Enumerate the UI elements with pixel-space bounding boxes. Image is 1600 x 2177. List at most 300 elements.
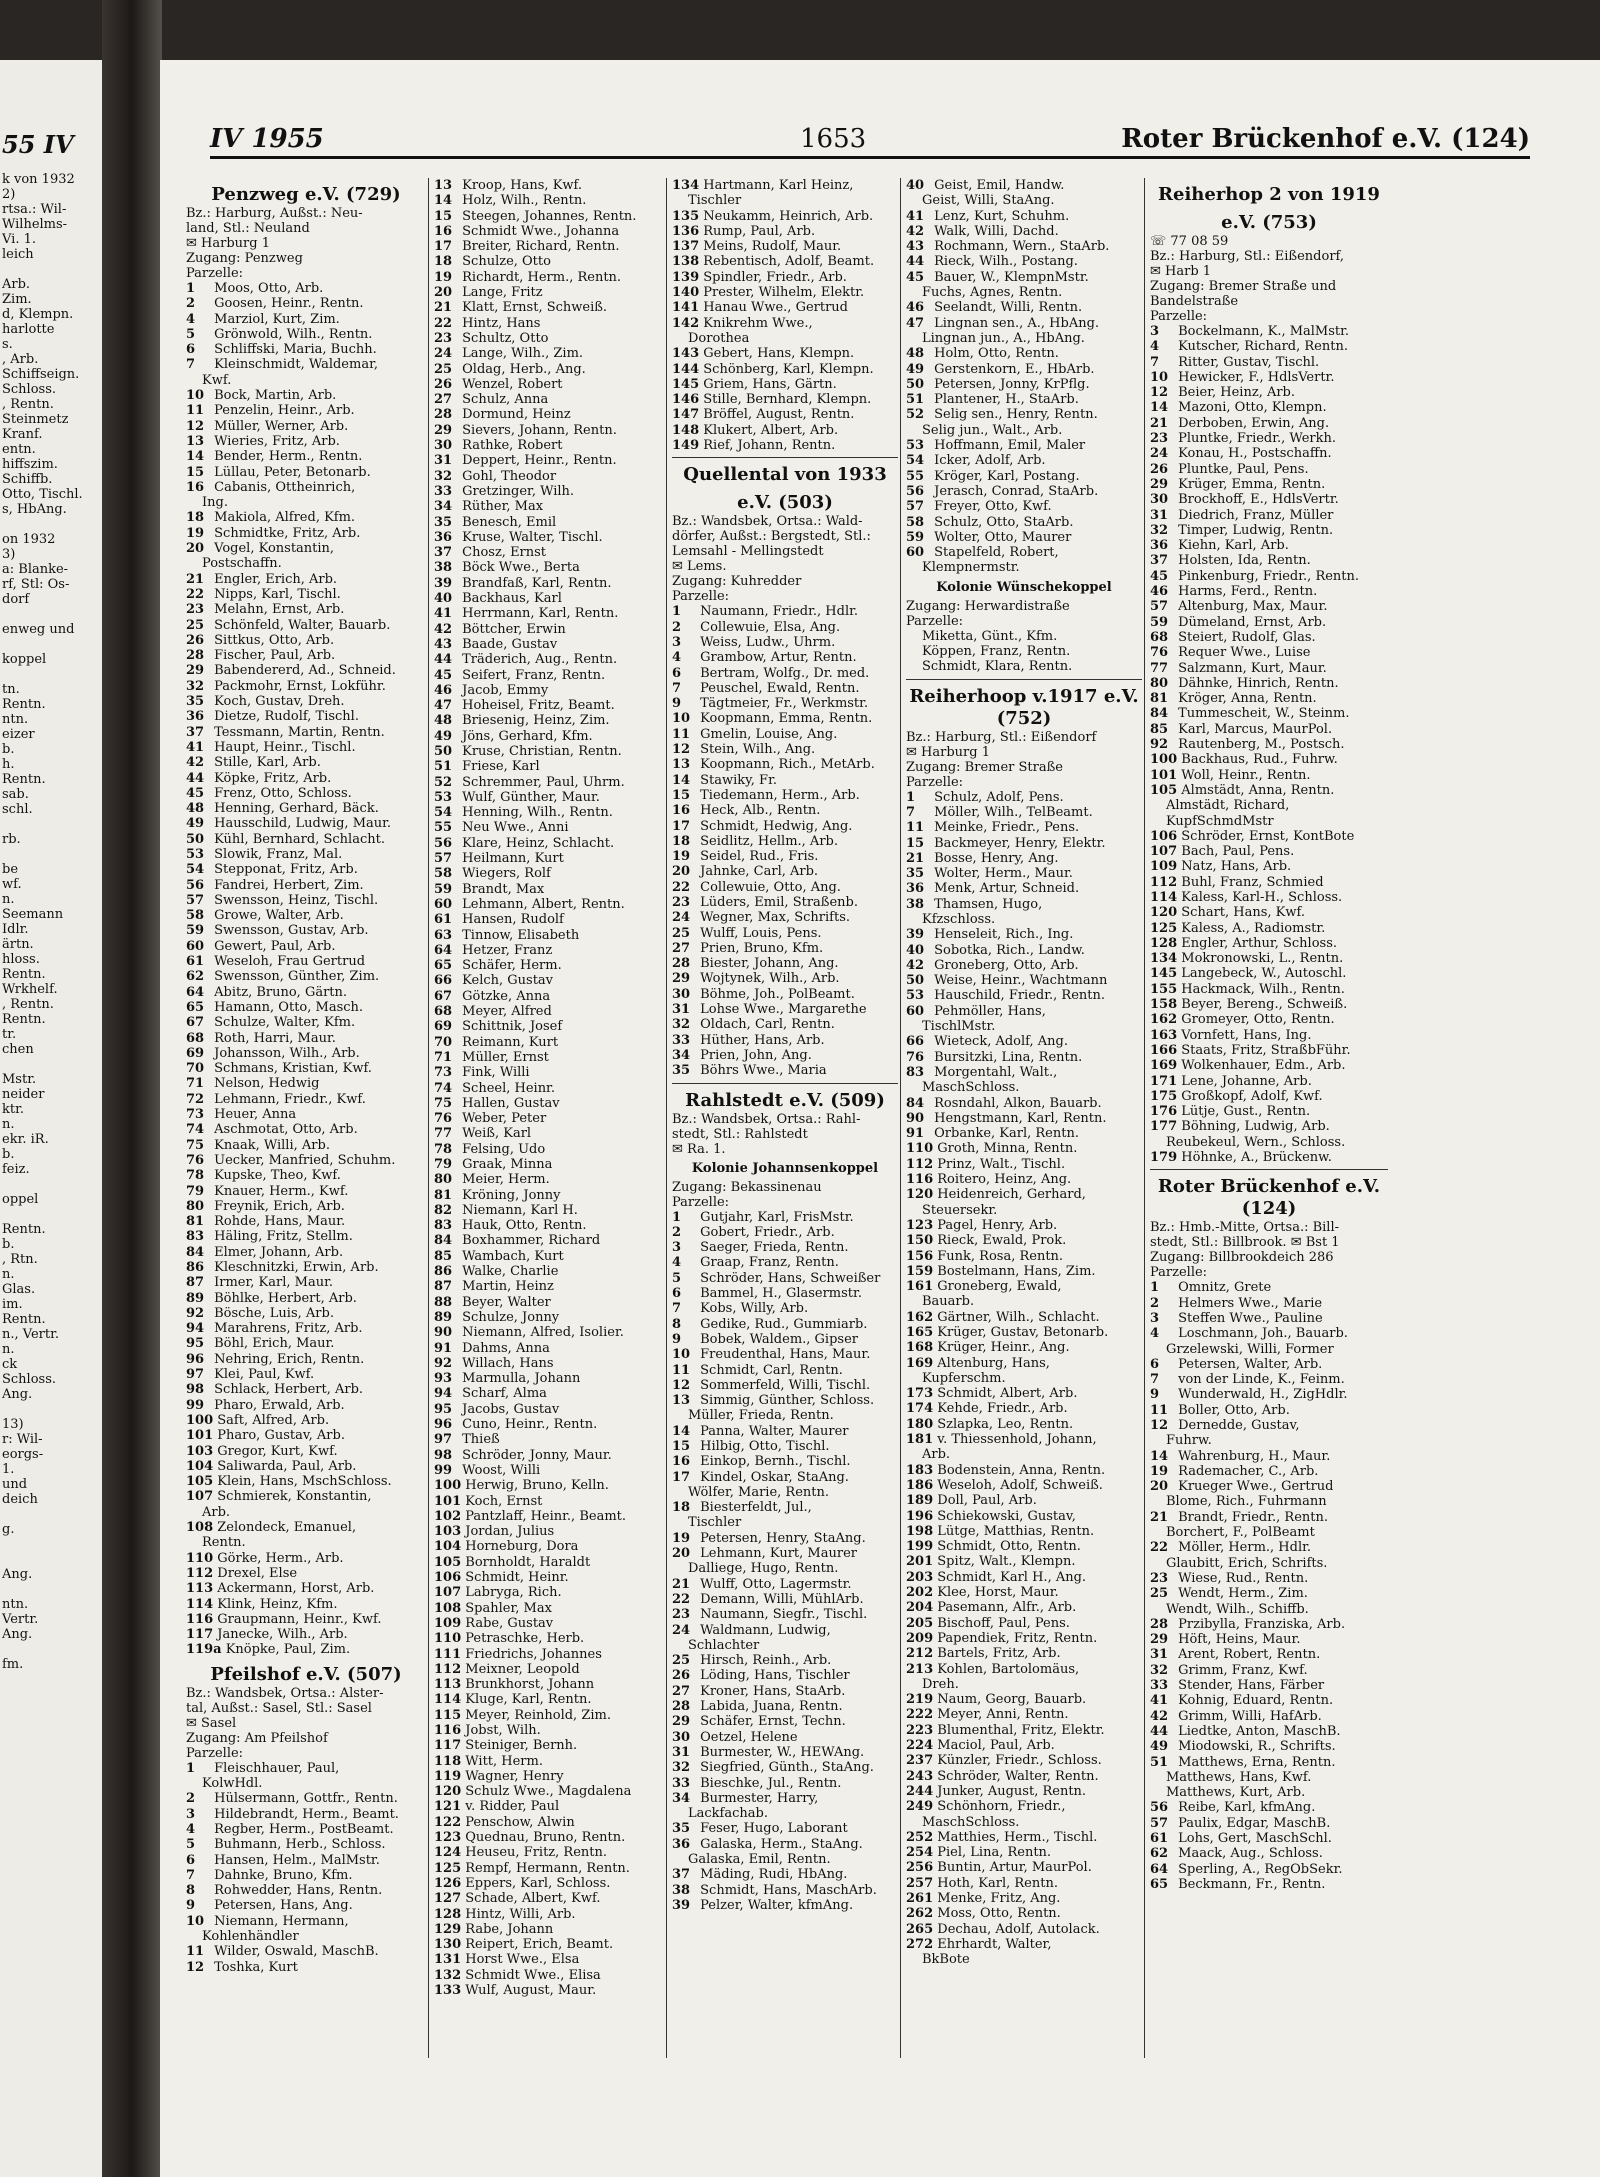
plot-number: 7	[672, 680, 682, 696]
member-entry	[434, 866, 664, 881]
member-entry	[1150, 1104, 1388, 1119]
member-entry	[672, 1210, 898, 1225]
member-entry	[1150, 355, 1388, 370]
member-name: Grimm, Willi, HafArb.	[1174, 1708, 1322, 1724]
plot-number: 37	[672, 1867, 691, 1883]
plot-number: 174	[906, 1401, 934, 1417]
column-divider	[666, 178, 667, 2058]
facing-page-line: Otto, Tischl.	[2, 487, 83, 502]
member-entry	[906, 1325, 1142, 1340]
plot-number: 272	[906, 1936, 934, 1952]
facing-page-line: n.	[2, 1117, 15, 1132]
plot-number: 84	[186, 1244, 205, 1260]
plot-number: 117	[434, 1738, 462, 1754]
facing-page-line: s.	[2, 337, 13, 352]
member-name: Grimm, Franz, Kwf.	[1174, 1662, 1308, 1678]
member-entry	[906, 1386, 1142, 1401]
plot-number: 114	[434, 1692, 462, 1708]
member-name: Großkopf, Adolf, Kwf.	[1177, 1088, 1323, 1104]
member-entry	[434, 423, 664, 438]
plot-number: 114	[1150, 889, 1178, 905]
member-name: Funk, Rosa, Rentn.	[933, 1248, 1064, 1264]
association-info: land, Stl.: Neuland	[186, 221, 310, 236]
plot-number: 113	[186, 1581, 214, 1597]
facing-page-line: n., Vertr.	[2, 1327, 60, 1342]
member-entry	[906, 1830, 1142, 1845]
member-name: Penschow, Alwin	[461, 1814, 575, 1830]
member-name: Kaless, Karl-H., Schloss.	[1177, 889, 1343, 905]
plot-number: 212	[906, 1646, 934, 1662]
member-continuation: Fuchs, Agnes, Rentn.	[922, 285, 1063, 301]
member-name: Drexel, Else	[213, 1565, 298, 1581]
facing-page-line: Ang.	[2, 1627, 33, 1642]
member-name: Burmester, Harry,	[696, 1790, 819, 1806]
member-entry	[434, 912, 664, 927]
plot-number: 148	[672, 422, 700, 438]
plot-number: 48	[186, 801, 205, 817]
member-entry	[1150, 1296, 1388, 1311]
member-entry	[906, 1876, 1142, 1891]
member-name: Stille, Karl, Arb.	[210, 755, 321, 771]
member-entry	[672, 407, 898, 422]
member-entry	[186, 1306, 426, 1321]
member-entry	[186, 480, 426, 495]
plot-number: 8	[672, 1316, 682, 1332]
facing-page-line	[0, 607, 102, 622]
member-name: Bartels, Fritz, Arb.	[933, 1646, 1061, 1662]
member-entry	[434, 759, 664, 774]
member-name: Prien, John, Ang.	[696, 1047, 812, 1063]
member-entry	[186, 1138, 426, 1153]
member-name: Almstädt, Anna, Rentn.	[1177, 782, 1335, 798]
member-name: Schulze, Jonny	[458, 1309, 560, 1325]
member-entry	[434, 1738, 664, 1753]
member-name: Klein, Hans, MschSchloss.	[213, 1474, 392, 1490]
plot-number: 60	[434, 896, 453, 912]
association-info: Parzelle:	[906, 774, 964, 790]
member-name: Götzke, Anna	[458, 988, 551, 1004]
plot-number: 38	[906, 896, 925, 912]
member-entry	[906, 1172, 1142, 1187]
plot-number: 51	[1150, 1754, 1169, 1770]
member-entry	[186, 1566, 426, 1581]
member-entry	[434, 346, 664, 361]
member-entry	[1150, 1846, 1388, 1861]
member-entry	[434, 1081, 664, 1096]
plot-number: 168	[906, 1340, 934, 1356]
member-entry	[434, 1249, 664, 1264]
member-entry	[434, 1601, 664, 1616]
plot-number: 254	[906, 1845, 934, 1861]
member-name: Herrmann, Karl, Rentn.	[458, 606, 619, 622]
member-name: Böttcher, Erwin	[458, 621, 566, 637]
plot-number: 30	[434, 438, 453, 454]
plot-number: 70	[434, 1034, 453, 1050]
member-entry	[434, 1937, 664, 1952]
plot-number: 24	[1150, 446, 1169, 462]
plot-number: 35	[186, 694, 205, 710]
plot-number: 105	[434, 1554, 462, 1570]
plot-number: 78	[434, 1141, 453, 1157]
member-entry	[1150, 599, 1388, 614]
member-name: Tägtmeier, Fr., Werkmstr.	[696, 696, 869, 712]
plot-number: 6	[186, 1852, 196, 1868]
member-name: Meinke, Friedr., Pens.	[930, 820, 1080, 836]
plot-number: 179	[1150, 1150, 1178, 1166]
plot-number: 65	[186, 999, 205, 1015]
plot-number: 237	[906, 1753, 934, 1769]
facing-page-line: 1.	[2, 1462, 15, 1477]
association-info: ☏ 77 08 59	[1150, 234, 1229, 249]
facing-page-line: Rentn.	[2, 1012, 46, 1027]
facing-page-line	[0, 262, 102, 277]
plot-number: 93	[434, 1371, 453, 1387]
plot-number: 105	[1150, 782, 1178, 798]
member-name: Schäfer, Ernst, Techn.	[696, 1714, 846, 1730]
member-entry	[672, 377, 898, 392]
plot-number: 14	[672, 1423, 691, 1439]
member-name: Koch, Ernst	[461, 1493, 543, 1509]
member-entry	[906, 224, 1142, 239]
member-entry	[186, 1612, 426, 1627]
plot-number: 86	[186, 1260, 205, 1275]
member-entry	[672, 711, 898, 726]
member-name: Staats, Fritz, StraßbFühr.	[1177, 1042, 1351, 1058]
plot-number: 113	[434, 1677, 462, 1693]
member-entry	[906, 362, 1142, 377]
plot-number: 104	[186, 1458, 214, 1474]
plot-number: 4	[1150, 1326, 1160, 1342]
plot-number: 61	[1150, 1831, 1169, 1847]
plot-number: 27	[672, 940, 691, 956]
member-name: Spindler, Friedr., Arb.	[699, 269, 847, 285]
plot-number: 21	[906, 850, 925, 866]
plot-number: 71	[186, 1076, 205, 1092]
facing-page-line: Vi. 1.	[2, 232, 36, 247]
association-info: Parzelle:	[672, 589, 730, 605]
member-entry	[434, 515, 664, 530]
plot-number: 132	[434, 1967, 462, 1983]
association-info: Zugang: Herwardistraße	[906, 598, 1070, 614]
plot-number: 120	[906, 1187, 934, 1203]
plot-number: 130	[434, 1937, 462, 1953]
column-divider	[900, 178, 901, 2058]
member-name: Heuseu, Fritz, Rentn.	[461, 1845, 607, 1861]
plot-number: 91	[906, 1126, 925, 1142]
member-name: Hintz, Willi, Arb.	[461, 1906, 576, 1922]
facing-page-line	[0, 847, 102, 862]
plot-number: 92	[186, 1305, 205, 1321]
member-entry	[186, 923, 426, 938]
plot-number: 29	[672, 971, 691, 987]
member-name: Schmidt Wwe., Johanna	[458, 223, 620, 239]
member-name: Thamsen, Hugo,	[930, 896, 1043, 912]
member-name: Hintz, Hans	[458, 315, 541, 331]
association-info: Zugang: Am Pfeilshof	[186, 1730, 328, 1746]
plot-number: 22	[186, 586, 205, 602]
facing-page-line: , Rtn.	[2, 1252, 38, 1267]
plot-number: 115	[434, 1707, 462, 1723]
member-name: Plantener, H., StaArb.	[930, 392, 1079, 408]
plot-number: 73	[434, 1065, 453, 1081]
member-name: Gebert, Hans, Klempn.	[699, 346, 855, 362]
member-name: Bornholdt, Haraldt	[461, 1554, 591, 1570]
member-entry	[186, 1336, 426, 1351]
plot-number: 7	[1150, 354, 1160, 370]
member-name: Rosndahl, Alkon, Bauarb.	[930, 1095, 1102, 1111]
member-entry	[672, 1063, 898, 1078]
plot-number: 249	[906, 1799, 934, 1815]
member-entry	[186, 1122, 426, 1137]
plot-number: 16	[672, 803, 691, 819]
member-entry	[672, 1623, 898, 1638]
member-name: v. Thiessenhold, Johann,	[933, 1432, 1097, 1448]
member-name: Schart, Hans, Kwf.	[1177, 905, 1306, 921]
member-entry	[434, 1325, 664, 1340]
member-entry	[434, 453, 664, 468]
member-entry	[434, 943, 664, 958]
member-name: Jerasch, Conrad, StaArb.	[930, 483, 1099, 499]
member-name: Wiegers, Rolf	[458, 866, 551, 882]
member-entry	[906, 1478, 1142, 1493]
plot-number: 23	[1150, 431, 1169, 447]
member-name: von der Linde, K., Feinm.	[1174, 1372, 1345, 1388]
member-entry	[434, 254, 664, 269]
plot-number: 20	[1150, 1479, 1169, 1495]
member-name: Koch, Gustav, Dreh.	[210, 694, 345, 710]
plot-number: 59	[1150, 614, 1169, 630]
column-2	[434, 178, 664, 2058]
member-continuation: Tischler	[688, 193, 742, 209]
member-name: Bock, Martin, Arb.	[210, 388, 337, 404]
member-entry	[672, 1592, 898, 1607]
plot-number: 256	[906, 1860, 934, 1876]
member-entry	[1150, 661, 1388, 676]
plot-number: 18	[672, 1500, 691, 1516]
member-name: Menk, Artur, Schneid.	[930, 881, 1080, 897]
member-name: Frenz, Otto, Schloss.	[210, 785, 352, 801]
plot-number: 127	[434, 1891, 462, 1907]
facing-page-line: Schiffb.	[2, 472, 53, 487]
plot-number: 83	[906, 1064, 925, 1080]
plot-number: 64	[434, 942, 453, 958]
member-entry	[672, 895, 898, 910]
member-name: Kühl, Bernhard, Schlacht.	[210, 831, 385, 847]
facing-page-line: r: Wil-	[2, 1432, 43, 1447]
member-name: Görke, Herm., Arb.	[213, 1550, 344, 1566]
member-name: Petersen, Henry, StaAng.	[696, 1530, 866, 1546]
member-name: Hilbig, Otto, Tischl.	[696, 1439, 830, 1454]
member-entry	[186, 1260, 426, 1275]
member-name: Toshka, Kurt	[210, 1959, 298, 1975]
member-entry	[672, 224, 898, 239]
plot-number: 15	[906, 835, 925, 851]
plot-number: 76	[906, 1049, 925, 1065]
member-entry	[434, 973, 664, 988]
member-name: Heuer, Anna	[210, 1107, 297, 1123]
member-entry	[1150, 1724, 1388, 1739]
member-entry	[434, 744, 664, 759]
member-name: Holz, Wilh., Rentn.	[458, 193, 587, 209]
facing-page-line: b.	[2, 1147, 15, 1162]
member-name: Wieries, Fritz, Arb.	[210, 433, 340, 449]
member-name: Harms, Ferd., Rentn.	[1174, 584, 1318, 600]
member-entry	[1150, 844, 1388, 859]
plot-number: 123	[906, 1217, 934, 1233]
member-name: Karl, Marcus, MaurPol.	[1174, 721, 1333, 737]
facing-page-line: neider	[2, 1087, 45, 1102]
member-name: Groneberg, Ewald,	[933, 1279, 1062, 1295]
plot-number: 35	[672, 1821, 691, 1837]
member-name: Wojtynek, Wilh., Arb.	[696, 971, 840, 987]
member-name: Kelch, Gustav	[458, 973, 554, 989]
plot-number: 59	[906, 529, 925, 545]
member-name: Gmelin, Louise, Ang.	[696, 726, 838, 742]
facing-page-line	[0, 1537, 102, 1552]
plot-number: 9	[186, 1898, 196, 1914]
member-name: Heidenreich, Gerhard,	[933, 1187, 1086, 1203]
facing-page-line	[0, 1507, 102, 1522]
member-entry	[906, 1463, 1142, 1478]
member-entry	[434, 1035, 664, 1050]
member-entry	[906, 1738, 1142, 1753]
member-name: Panna, Walter, Maurer	[696, 1423, 849, 1439]
member-name: Galaska, Herm., StaAng.	[696, 1836, 863, 1852]
plot-number: 134	[672, 178, 700, 193]
plot-number: 119a	[186, 1642, 222, 1658]
plot-number: 145	[672, 376, 700, 392]
plot-number: 38	[434, 560, 453, 576]
plot-number: 68	[434, 1004, 453, 1020]
member-name: Wendt, Herm., Zim.	[1174, 1586, 1308, 1602]
member-name: Loschmann, Joh., Bauarb.	[1174, 1326, 1348, 1342]
member-entry	[434, 1708, 664, 1723]
member-name: Schmidt, Otto, Rentn.	[933, 1539, 1081, 1555]
book-gutter	[102, 0, 162, 2177]
plot-number: 145	[1150, 966, 1178, 982]
member-name: Nehring, Erich, Rentn.	[210, 1351, 365, 1367]
member-name: Schittnik, Josef	[458, 1019, 563, 1035]
member-entry	[434, 1004, 664, 1019]
member-entry	[186, 1428, 426, 1443]
plot-number: 186	[906, 1477, 934, 1493]
member-name: Schönberg, Karl, Klempn.	[699, 361, 874, 377]
member-entry	[186, 663, 426, 678]
member-entry	[672, 1393, 898, 1408]
member-entry	[906, 820, 1142, 835]
member-entry	[672, 604, 898, 619]
plot-number: 10	[186, 1913, 205, 1929]
member-name: Böhme, Joh., PolBeamt.	[696, 986, 855, 1002]
member-entry	[906, 530, 1142, 545]
plot-number: 224	[906, 1738, 934, 1754]
member-entry	[186, 1092, 426, 1107]
member-entry	[906, 499, 1142, 514]
plot-number: 159	[906, 1263, 934, 1279]
member-name: Möller, Wilh., TelBeamt.	[930, 804, 1093, 820]
association-info: Parzelle:	[1150, 1265, 1208, 1281]
member-entry	[186, 281, 426, 296]
member-name: Hanau Wwe., Gertrud	[699, 300, 848, 316]
member-name: Weiß, Karl	[458, 1126, 532, 1142]
member-name: Rüther, Max	[458, 499, 544, 515]
member-entry	[906, 1922, 1142, 1937]
plot-number: 109	[1150, 859, 1178, 875]
member-name: Lehmann, Friedr., Kwf.	[210, 1091, 366, 1107]
member-name: Freyer, Otto, Kwf.	[930, 499, 1052, 515]
plot-number: 50	[906, 376, 925, 392]
member-name: Seidel, Rud., Fris.	[696, 849, 819, 865]
plot-number: 53	[434, 789, 453, 805]
member-name: Schröder, Walter, Rentn.	[933, 1768, 1099, 1784]
association-title: Quellental von 1933	[683, 464, 887, 486]
plot-number: 24	[672, 1622, 691, 1638]
member-entry	[186, 1944, 426, 1959]
member-continuation: Matthews, Hans, Kwf.	[1166, 1769, 1312, 1785]
plot-number: 72	[186, 1091, 205, 1107]
member-entry	[672, 1470, 898, 1485]
plot-number: 1	[672, 604, 682, 620]
member-entry	[906, 438, 1142, 453]
member-continuation: BkBote	[922, 1952, 970, 1968]
member-name: Thieß	[458, 1432, 500, 1448]
member-entry	[434, 178, 664, 193]
member-entry	[186, 419, 426, 434]
plot-number: 85	[434, 1248, 453, 1264]
member-entry	[434, 1570, 664, 1585]
member-entry	[186, 602, 426, 617]
member-entry	[906, 897, 1142, 912]
page-number: 1653	[800, 124, 867, 154]
member-entry	[434, 790, 664, 805]
member-entry	[186, 969, 426, 984]
member-name: Rathke, Robert	[458, 438, 563, 454]
member-name: Kruse, Walter, Tischl.	[458, 529, 603, 545]
member-name: Derboben, Erwin, Ang.	[1174, 415, 1330, 431]
plot-number: 90	[434, 1325, 453, 1341]
member-entry	[1150, 569, 1388, 584]
plot-number: 15	[186, 464, 205, 480]
member-entry	[186, 694, 426, 709]
member-name: Gobert, Friedr., Arb.	[696, 1224, 835, 1240]
member-entry	[434, 668, 664, 683]
member-entry	[906, 1707, 1142, 1722]
member-name: Biester, Johann, Ang.	[696, 956, 839, 972]
member-entry	[434, 1555, 664, 1570]
member-entry	[1150, 1800, 1388, 1815]
member-entry	[434, 1126, 664, 1141]
member-name: Hirsch, Reinh., Arb.	[696, 1653, 832, 1669]
member-entry	[1150, 1709, 1388, 1724]
member-entry	[672, 1332, 898, 1347]
member-continuation: Steuersekr.	[922, 1202, 998, 1218]
association-info: Lemsahl - Mellingstedt	[672, 544, 824, 560]
member-entry	[1150, 997, 1388, 1012]
plot-number: 223	[906, 1722, 934, 1738]
member-entry	[434, 652, 664, 667]
column-divider	[428, 178, 429, 2058]
plot-number: 125	[1150, 920, 1178, 936]
plot-number: 39	[672, 1897, 691, 1913]
member-name: Schönfeld, Walter, Bauarb.	[210, 617, 391, 633]
member-entry	[434, 1463, 664, 1478]
member-name: Dormund, Heinz	[458, 407, 571, 423]
member-name: Rempf, Hermann, Rentn.	[461, 1860, 630, 1876]
member-name: Gewert, Paul, Arb.	[210, 938, 336, 954]
member-name: Pantzlaff, Heinr., Beamt.	[461, 1508, 627, 1524]
member-entry	[672, 1577, 898, 1592]
member-entry	[434, 1539, 664, 1554]
